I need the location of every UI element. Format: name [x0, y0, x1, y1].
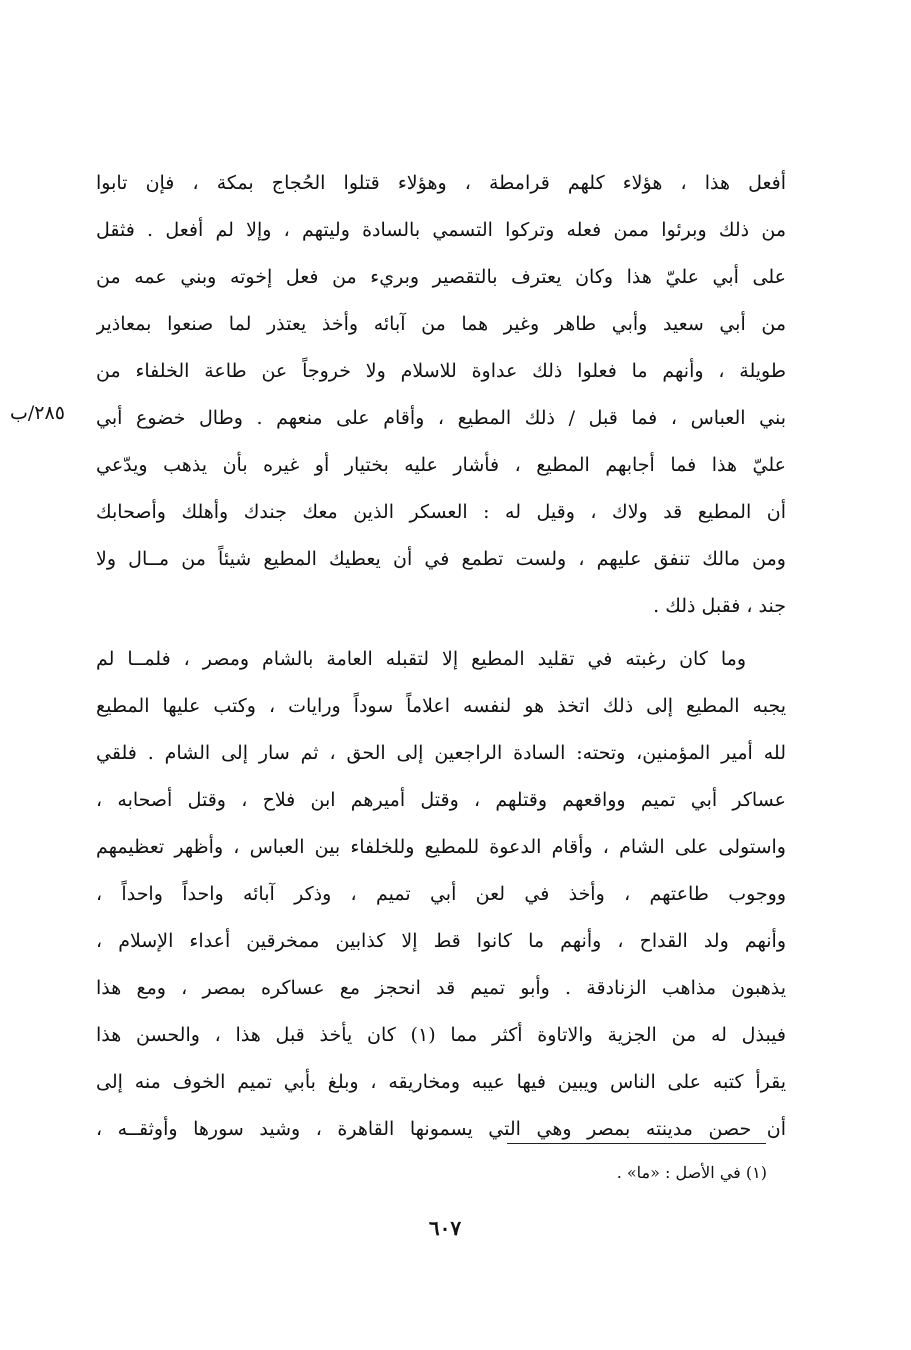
footnote-divider	[507, 1143, 766, 1144]
text-line: طويلة ، وأنهم ما فعلوا ذلك عداوة للاسلام ولا خروجاً عن طاعة الخلفاء من	[96, 360, 786, 382]
text-line: بني العباس ، فما قبل / ذلك المطيع ، وأقام على منعهم . وطال خضوع أبي	[96, 407, 786, 429]
margin-folio-note: ٢٨٥/ب	[10, 402, 65, 424]
text-line: يذهبون مذاهب الزنادقة . وأبو تميم قد انحجز مع عساكره بمصر ، ومع هذا	[96, 977, 786, 999]
text-line: على أبي عليّ هذا وكان يعترف بالتقصير وبريء من فعل إخوته وبني عمه من	[96, 266, 786, 288]
paragraph-1	[96, 160, 786, 630]
text-line: من ذلك وبرئوا ممن فعله وتركوا التسمي بالسادة وليتهم ، وإلا لم أفعل . فثقل	[96, 219, 786, 241]
text-line: يقرأ كتبه على الناس ويبين فيها عيبه ومخاريقه ، وبلغ بأبي تميم الخوف منه إلى	[96, 1071, 786, 1093]
page-number: ٦٠٧	[428, 1216, 462, 1240]
text-line: وما كان رغبته في تقليد المطيع إلا لتقبله العامة بالشام ومصر ، فلمــا لم	[96, 648, 746, 670]
text-line: أفعل هذا ، هؤلاء كلهم قرامطة ، وهؤلاء قتلوا الحُجاج بمكة ، فإن تابوا	[96, 172, 786, 194]
text-line: من أبي سعيد وأبي طاهر وغير هما من آبائه وأخذ يعتذر لما صنعوا بمعاذير	[96, 313, 786, 335]
text-line: عليّ هذا فما أجابهم المطيع ، فأشار عليه بختيار أو غيره بأن يذهب ويدّعي	[96, 454, 786, 476]
text-line: واستولى على الشام ، وأقام الدعوة للمطيع وللخلفاء بين العباس ، وأظهر تعظيمهم	[96, 836, 786, 858]
paragraph-2	[96, 636, 786, 1153]
text-line: أن حصن مدينته بمصر وهي التي يسمونها القاهرة ، وشيد سورها وأوثقــه ،	[96, 1118, 786, 1140]
text-line: وأنهم ولد القداح ، وأنهم ما كانوا قط إلا كذابين ممخرقين أعداء الإسلام ،	[96, 930, 786, 952]
text-line: أن المطيع قد ولاك ، وقيل له : العسكر الذين معك جندك وأهلك وأصحابك	[96, 501, 786, 523]
text-line: فيبذل له من الجزية والاتاوة أكثر مما (١) كان يأخذ قبل هذا ، والحسن هذا	[96, 1024, 786, 1046]
text-line: عساكر أبي تميم وواقعهم وقتلهم ، وقتل أميرهم ابن فلاح ، وقتل أصحابه ،	[96, 789, 786, 811]
footnote: (١) في الأصل : «ما» .	[616, 1163, 767, 1182]
text-line: يجبه المطيع إلى ذلك اتخذ هو لنفسه اعلاماً سوداً ورايات ، وكتب عليها المطيع	[96, 695, 786, 717]
text-line: لله أمير المؤمنين، وتحته: السادة الراجعين إلى الحق ، ثم سار إلى الشام . فلقي	[96, 742, 786, 764]
text-line: ووجوب طاعتهم ، وأخذ في لعن أبي تميم ، وذكر آبائه واحداً واحداً ،	[96, 883, 786, 905]
text-line: جند ، فقبل ذلك .	[653, 595, 786, 617]
text-line: ومن مالك تنفق عليهم ، ولست تطمع في أن يعطيك المطيع شيئاً من مــال ولا	[96, 548, 786, 570]
